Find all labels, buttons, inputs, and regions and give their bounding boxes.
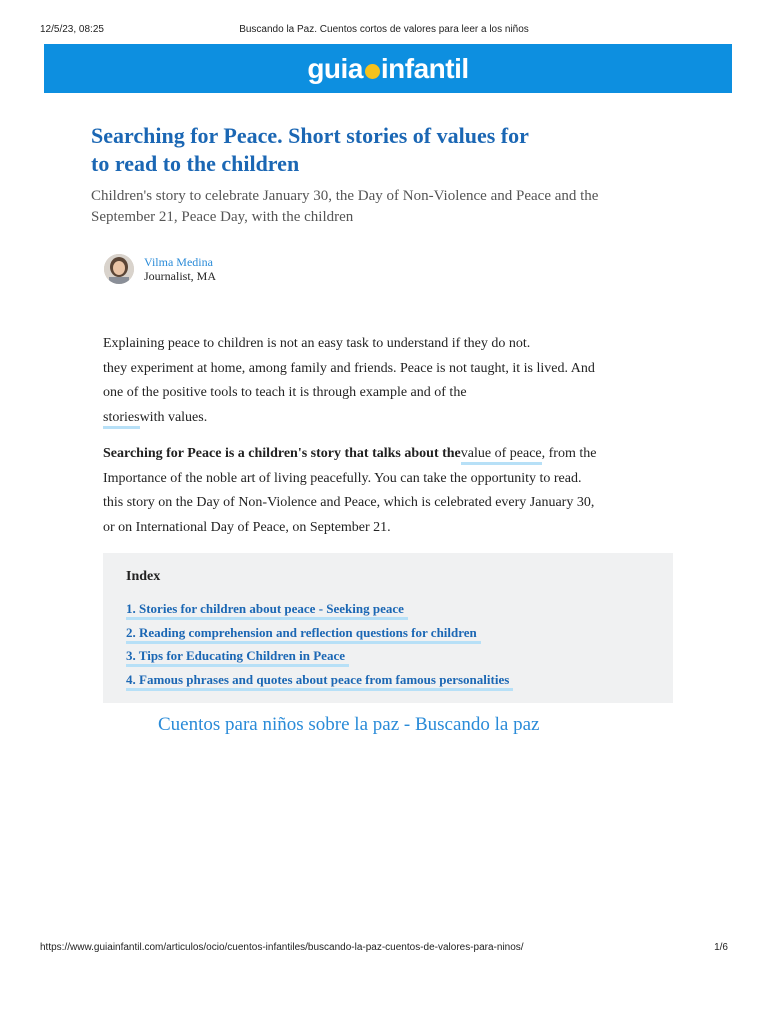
article-title-line2: to read to the children bbox=[91, 151, 300, 176]
intro-line: with values. bbox=[139, 409, 208, 425]
site-logo[interactable] bbox=[307, 53, 468, 85]
stories-link[interactable]: stories bbox=[103, 410, 140, 429]
story-description-paragraph bbox=[103, 442, 643, 540]
index-item bbox=[126, 644, 513, 668]
author-role: Journalist, MA bbox=[144, 268, 216, 283]
print-document-title: Buscando la Paz. Cuentos cortos de valores para leer a los niños bbox=[239, 24, 529, 35]
story-description-line: or on International Day of Peace, on September 21. bbox=[103, 519, 391, 535]
index-link-2[interactable]: 2. Reading comprehension and reflection questions for children bbox=[126, 625, 481, 644]
author-block bbox=[104, 254, 216, 284]
story-description-line: , from the bbox=[541, 446, 597, 461]
author-name-link[interactable]: Vilma Medina bbox=[144, 254, 213, 269]
article-subtitle bbox=[91, 186, 651, 228]
index-link-1[interactable]: 1. Stories for children about peace - Seeking peace bbox=[126, 601, 408, 620]
index-heading: Index bbox=[126, 569, 161, 584]
brand-header-bar bbox=[44, 44, 732, 93]
story-description-line: Importance of the noble art of living peacefully. You can take the opportunity to read. bbox=[103, 470, 582, 486]
section-heading: Cuentos para niños sobre la paz - Buscando la paz bbox=[158, 714, 540, 735]
index-item bbox=[126, 597, 513, 621]
index-link-4[interactable]: 4. Famous phrases and quotes about peace from famous personalities bbox=[126, 672, 513, 691]
story-description-line: this story on the Day of Non-Violence and Peace, which is celebrated every January 30, bbox=[103, 495, 595, 510]
logo-text-infantil: infantil bbox=[380, 52, 469, 84]
article-subtitle-line2: September 21, Peace Day, with the children bbox=[91, 209, 354, 225]
story-description-bold: Searching for Peace is a children's story that talks about the bbox=[103, 446, 461, 461]
logo-text-guia: guia bbox=[307, 52, 363, 84]
table-of-contents bbox=[103, 553, 673, 703]
print-footer bbox=[40, 942, 728, 956]
index-list bbox=[126, 597, 513, 691]
article-subtitle-line1: Children's story to celebrate January 30, the Day of Non-Violence and Peace and the bbox=[91, 188, 599, 204]
intro-line: one of the positive tools to teach it is through example and of the bbox=[103, 385, 467, 400]
print-url: https://www.guiainfantil.com/articulos/ocio/cuentos-infantiles/buscando-la-paz-cuentos-de-valores-para-ninos/ bbox=[40, 942, 524, 953]
article-title-line1: Searching for Peace. Short stories of values for bbox=[91, 123, 529, 148]
print-date: 12/5/23, 08:25 bbox=[40, 24, 104, 35]
author-avatar bbox=[104, 254, 134, 284]
article-title bbox=[91, 122, 611, 178]
print-page-number: 1/6 bbox=[714, 942, 728, 953]
intro-line: Explaining peace to children is not an easy task to understand if they do not. bbox=[103, 336, 531, 351]
value-of-peace-link[interactable]: value of peace bbox=[461, 446, 542, 465]
logo-dot-icon bbox=[365, 64, 380, 79]
intro-line: they experiment at home, among family and friends. Peace is not taught, it is lived. And bbox=[103, 360, 595, 376]
print-header bbox=[40, 24, 728, 38]
intro-paragraph bbox=[103, 332, 643, 430]
index-link-3[interactable]: 3. Tips for Educating Children in Peace bbox=[126, 648, 349, 667]
index-item bbox=[126, 621, 513, 645]
index-item bbox=[126, 668, 513, 692]
